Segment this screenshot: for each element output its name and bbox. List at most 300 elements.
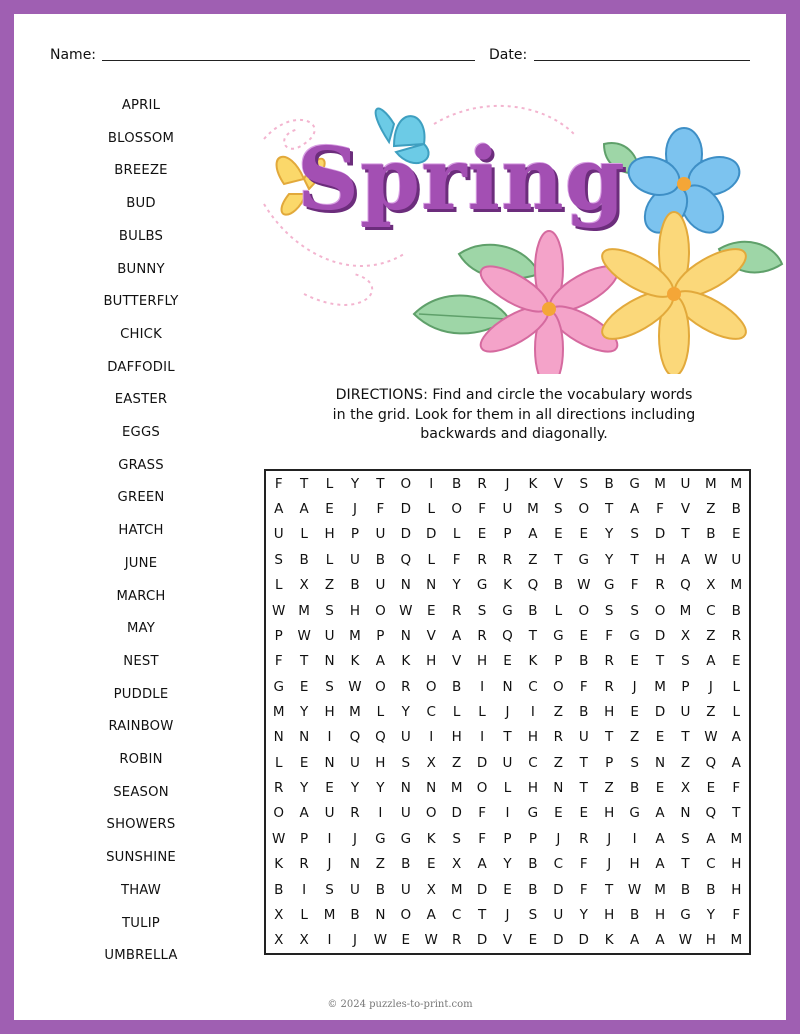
grid-cell[interactable]: B [452, 475, 462, 492]
grid-cell[interactable]: L [427, 501, 435, 518]
grid-cell[interactable]: T [605, 881, 614, 898]
grid-cell[interactable]: U [731, 551, 742, 568]
grid-cell[interactable]: J [505, 475, 510, 492]
grid-cell[interactable]: M [654, 475, 666, 492]
grid-cell[interactable]: Z [553, 754, 563, 771]
grid-cell[interactable]: I [480, 678, 485, 695]
grid-cell[interactable]: O [400, 906, 412, 923]
grid-cell[interactable]: I [632, 830, 637, 847]
grid-cell[interactable]: T [681, 526, 690, 543]
grid-cell[interactable]: X [426, 881, 436, 898]
grid-cell[interactable]: W [297, 627, 311, 644]
grid-cell[interactable]: L [300, 906, 308, 923]
grid-cell[interactable]: N [400, 780, 411, 797]
name-field-line[interactable] [102, 60, 475, 61]
grid-cell[interactable]: Y [503, 856, 512, 873]
grid-cell[interactable]: Z [706, 703, 716, 720]
grid-cell[interactable]: Q [349, 729, 361, 746]
grid-cell[interactable]: U [502, 754, 513, 771]
grid-cell[interactable]: O [273, 805, 285, 822]
grid-cell[interactable]: J [505, 703, 510, 720]
grid-cell[interactable]: A [655, 805, 665, 822]
grid-cell[interactable]: O [425, 678, 437, 695]
grid-cell[interactable]: E [630, 703, 639, 720]
grid-cell[interactable]: W [272, 602, 286, 619]
grid-cell[interactable]: Y [605, 551, 614, 568]
grid-cell[interactable]: W [399, 602, 413, 619]
grid-cell[interactable]: A [731, 729, 741, 746]
grid-cell[interactable]: N [400, 627, 411, 644]
grid-cell[interactable]: S [325, 678, 334, 695]
grid-cell[interactable]: A [706, 830, 716, 847]
grid-cell[interactable]: O [375, 602, 386, 619]
grid-cell[interactable]: U [680, 475, 691, 492]
grid-cell[interactable]: J [352, 501, 357, 518]
grid-cell[interactable]: M [679, 602, 692, 619]
grid-cell[interactable]: T [554, 551, 563, 568]
grid-cell[interactable]: A [299, 805, 309, 822]
grid-cell[interactable]: R [655, 577, 665, 594]
grid-cell[interactable]: T [630, 551, 639, 568]
grid-cell[interactable]: F [478, 805, 486, 822]
grid-cell[interactable]: U [273, 526, 284, 543]
grid-cell[interactable]: F [732, 906, 741, 923]
grid-cell[interactable]: I [378, 805, 383, 822]
grid-cell[interactable]: M [527, 501, 539, 518]
grid-cell[interactable]: C [426, 703, 436, 720]
grid-cell[interactable]: W [373, 932, 388, 949]
grid-cell[interactable]: N [502, 678, 513, 695]
grid-cell[interactable]: S [554, 501, 563, 518]
grid-cell[interactable]: T [681, 856, 690, 873]
grid-cell[interactable]: F [478, 830, 486, 847]
grid-cell[interactable]: S [477, 602, 487, 619]
grid-cell[interactable]: R [731, 627, 741, 644]
grid-cell[interactable]: B [579, 703, 589, 720]
grid-cell[interactable]: X [426, 754, 436, 771]
grid-cell[interactable]: H [324, 526, 335, 543]
grid-cell[interactable]: M [730, 830, 743, 847]
grid-cell[interactable]: E [325, 501, 334, 518]
grid-cell[interactable]: I [480, 729, 485, 746]
grid-cell[interactable]: B [274, 881, 284, 898]
grid-cell[interactable]: Z [706, 501, 716, 518]
grid-cell[interactable]: C [553, 856, 564, 873]
grid-cell[interactable]: P [300, 830, 309, 847]
grid-cell[interactable]: U [324, 627, 335, 644]
grid-cell[interactable]: H [476, 653, 488, 670]
grid-cell[interactable]: B [350, 577, 360, 594]
grid-cell[interactable]: B [401, 856, 411, 873]
grid-cell[interactable]: B [629, 906, 640, 923]
grid-cell[interactable]: W [704, 729, 718, 746]
grid-cell[interactable]: D [553, 932, 564, 949]
grid-cell[interactable]: Z [629, 729, 640, 746]
grid-cell[interactable]: H [527, 729, 538, 746]
grid-cell[interactable]: U [375, 577, 386, 594]
grid-cell[interactable]: X [299, 932, 309, 949]
grid-cell[interactable]: Z [528, 551, 538, 568]
grid-cell[interactable]: L [427, 551, 435, 568]
grid-cell[interactable]: T [376, 475, 385, 492]
grid-cell[interactable]: N [299, 729, 310, 746]
grid-cell[interactable]: G [502, 602, 513, 619]
grid-cell[interactable]: R [477, 475, 487, 492]
grid-cell[interactable]: I [327, 830, 332, 847]
grid-cell[interactable]: I [327, 729, 332, 746]
grid-cell[interactable]: G [273, 678, 284, 695]
grid-cell[interactable]: T [503, 729, 512, 746]
grid-cell[interactable]: B [706, 526, 716, 543]
grid-cell[interactable]: R [553, 729, 564, 746]
grid-cell[interactable]: M [730, 577, 743, 594]
grid-cell[interactable]: F [656, 501, 664, 518]
grid-cell[interactable]: B [579, 653, 589, 670]
grid-cell[interactable]: H [604, 906, 615, 923]
grid-cell[interactable]: R [350, 805, 360, 822]
grid-cell[interactable]: H [654, 906, 666, 923]
grid-cell[interactable]: K [604, 932, 614, 949]
grid-cell[interactable]: I [530, 703, 535, 720]
grid-cell[interactable]: Q [400, 551, 412, 568]
grid-cell[interactable]: W [272, 830, 286, 847]
grid-cell[interactable]: Q [705, 754, 717, 771]
grid-cell[interactable]: L [732, 678, 741, 695]
grid-cell[interactable]: F [376, 501, 385, 518]
grid-cell[interactable]: O [425, 805, 437, 822]
grid-cell[interactable]: B [350, 906, 360, 923]
grid-cell[interactable]: G [680, 906, 691, 923]
grid-cell[interactable]: Z [604, 780, 614, 797]
grid-cell[interactable]: D [400, 501, 411, 518]
grid-cell[interactable]: E [401, 932, 411, 949]
grid-cell[interactable]: E [477, 526, 487, 543]
grid-cell[interactable]: D [426, 526, 437, 543]
grid-cell[interactable]: K [503, 577, 512, 594]
grid-cell[interactable]: U [400, 881, 411, 898]
grid-cell[interactable]: T [579, 780, 588, 797]
grid-cell[interactable]: N [324, 653, 335, 670]
grid-cell[interactable]: X [680, 780, 691, 797]
grid-cell[interactable]: O [451, 501, 462, 518]
grid-cell[interactable]: G [629, 805, 640, 822]
grid-cell[interactable]: N [426, 780, 437, 797]
grid-cell[interactable]: E [503, 881, 512, 898]
grid-cell[interactable]: U [350, 551, 360, 568]
grid-cell[interactable]: R [451, 932, 462, 949]
grid-cell[interactable]: Y [706, 906, 715, 923]
grid-cell[interactable]: M [450, 881, 463, 898]
grid-cell[interactable]: H [426, 653, 437, 670]
grid-cell[interactable]: Y [299, 703, 309, 720]
grid-cell[interactable]: S [630, 526, 639, 543]
grid-cell[interactable]: U [400, 729, 411, 746]
grid-cell[interactable]: B [375, 551, 386, 568]
grid-cell[interactable]: B [731, 602, 741, 619]
grid-cell[interactable]: H [324, 703, 335, 720]
grid-cell[interactable]: P [350, 526, 360, 543]
grid-cell[interactable]: B [528, 856, 538, 873]
grid-cell[interactable]: X [274, 932, 284, 949]
grid-cell[interactable]: K [426, 830, 436, 847]
grid-cell[interactable]: Z [375, 856, 385, 873]
grid-cell[interactable]: E [299, 754, 309, 771]
grid-cell[interactable]: J [556, 830, 561, 847]
grid-cell[interactable]: U [553, 906, 564, 923]
grid-cell[interactable]: M [705, 475, 717, 492]
grid-cell[interactable]: P [274, 627, 283, 644]
grid-cell[interactable]: A [655, 932, 665, 949]
grid-cell[interactable]: C [528, 678, 538, 695]
grid-cell[interactable]: S [528, 906, 538, 923]
grid-cell[interactable]: B [299, 551, 309, 568]
grid-cell[interactable]: N [553, 780, 564, 797]
grid-cell[interactable]: A [629, 501, 640, 518]
grid-cell[interactable]: O [553, 678, 564, 695]
grid-cell[interactable]: J [327, 856, 332, 873]
grid-cell[interactable]: E [554, 805, 563, 822]
grid-cell[interactable]: H [731, 856, 742, 873]
grid-cell[interactable]: S [452, 830, 461, 847]
grid-cell[interactable]: A [731, 754, 741, 771]
grid-cell[interactable]: L [452, 526, 461, 543]
grid-cell[interactable]: A [452, 627, 462, 644]
grid-cell[interactable]: A [680, 551, 691, 568]
grid-cell[interactable]: O [476, 780, 488, 797]
grid-cell[interactable]: W [348, 678, 362, 695]
grid-cell[interactable]: A [706, 653, 716, 670]
grid-cell[interactable]: A [426, 906, 436, 923]
grid-cell[interactable]: L [325, 475, 334, 492]
grid-cell[interactable]: O [654, 602, 666, 619]
grid-cell[interactable]: W [678, 932, 693, 949]
grid-cell[interactable]: Z [324, 577, 335, 594]
grid-cell[interactable]: J [505, 906, 510, 923]
grid-cell[interactable]: A [629, 932, 640, 949]
grid-cell[interactable]: A [655, 830, 665, 847]
grid-cell[interactable]: V [452, 653, 462, 670]
grid-cell[interactable]: F [579, 678, 588, 695]
grid-cell[interactable]: E [579, 526, 589, 543]
grid-cell[interactable]: R [401, 678, 411, 695]
grid-cell[interactable]: E [706, 780, 716, 797]
grid-cell[interactable]: E [554, 526, 563, 543]
grid-cell[interactable]: M [730, 475, 743, 492]
grid-cell[interactable]: X [706, 577, 716, 594]
grid-cell[interactable]: V [502, 932, 513, 949]
grid-cell[interactable]: A [299, 501, 309, 518]
grid-cell[interactable]: U [502, 501, 513, 518]
grid-cell[interactable]: E [579, 805, 589, 822]
grid-cell[interactable]: I [302, 881, 307, 898]
grid-cell[interactable]: T [605, 501, 614, 518]
grid-cell[interactable]: C [451, 906, 462, 923]
grid-cell[interactable]: M [730, 932, 743, 949]
grid-cell[interactable]: O [578, 602, 590, 619]
grid-cell[interactable]: J [607, 830, 612, 847]
grid-cell[interactable]: G [400, 830, 412, 847]
grid-cell[interactable]: B [629, 780, 640, 797]
grid-cell[interactable]: F [630, 577, 639, 594]
grid-cell[interactable]: Q [502, 627, 513, 644]
grid-cell[interactable]: H [349, 602, 361, 619]
grid-cell[interactable]: N [654, 754, 666, 771]
grid-cell[interactable]: B [375, 881, 386, 898]
grid-cell[interactable]: Y [299, 780, 309, 797]
grid-cell[interactable]: P [605, 754, 614, 771]
grid-cell[interactable]: L [478, 703, 486, 720]
grid-cell[interactable]: B [528, 881, 538, 898]
grid-cell[interactable]: E [579, 627, 589, 644]
grid-cell[interactable]: Y [376, 780, 385, 797]
grid-cell[interactable]: Y [605, 526, 614, 543]
grid-cell[interactable]: N [426, 577, 437, 594]
grid-cell[interactable]: T [655, 653, 665, 670]
grid-cell[interactable]: J [352, 830, 357, 847]
grid-cell[interactable]: R [477, 627, 487, 644]
grid-cell[interactable]: S [681, 653, 690, 670]
grid-cell[interactable]: N [400, 577, 411, 594]
grid-cell[interactable]: N [375, 906, 386, 923]
grid-cell[interactable]: Q [375, 729, 386, 746]
grid-cell[interactable]: U [350, 881, 360, 898]
grid-cell[interactable]: W [627, 881, 642, 898]
grid-cell[interactable]: I [327, 932, 332, 949]
grid-cell[interactable]: F [579, 881, 588, 898]
grid-cell[interactable]: L [732, 703, 741, 720]
grid-cell[interactable]: H [527, 780, 538, 797]
grid-cell[interactable]: B [731, 501, 741, 518]
grid-cell[interactable]: E [655, 729, 665, 746]
grid-cell[interactable]: P [528, 830, 537, 847]
grid-cell[interactable]: F [274, 653, 283, 670]
grid-cell[interactable]: X [680, 627, 691, 644]
grid-cell[interactable]: R [299, 856, 309, 873]
grid-cell[interactable]: S [681, 830, 690, 847]
grid-cell[interactable]: H [654, 551, 666, 568]
grid-cell[interactable]: Q [705, 805, 717, 822]
date-field-line[interactable] [534, 60, 750, 61]
grid-cell[interactable]: U [578, 729, 589, 746]
grid-cell[interactable]: V [680, 501, 691, 518]
grid-cell[interactable]: T [477, 906, 487, 923]
grid-cell[interactable]: K [401, 653, 411, 670]
grid-cell[interactable]: E [325, 780, 334, 797]
grid-cell[interactable]: M [654, 678, 666, 695]
grid-cell[interactable]: H [705, 932, 716, 949]
grid-cell[interactable]: Z [680, 754, 691, 771]
grid-cell[interactable]: S [401, 754, 411, 771]
grid-cell[interactable]: V [426, 627, 436, 644]
grid-cell[interactable]: A [655, 856, 665, 873]
grid-cell[interactable]: S [604, 602, 614, 619]
grid-cell[interactable]: J [632, 678, 637, 695]
grid-cell[interactable]: B [528, 602, 538, 619]
grid-cell[interactable]: T [528, 627, 538, 644]
grid-cell[interactable]: R [579, 830, 589, 847]
grid-cell[interactable]: C [706, 856, 716, 873]
grid-cell[interactable]: I [505, 805, 510, 822]
grid-cell[interactable]: X [452, 856, 462, 873]
grid-cell[interactable]: Y [350, 780, 360, 797]
grid-cell[interactable]: N [349, 856, 361, 873]
grid-cell[interactable]: E [299, 678, 309, 695]
grid-cell[interactable]: I [429, 729, 434, 746]
grid-cell[interactable]: E [426, 602, 436, 619]
grid-cell[interactable]: U [680, 703, 691, 720]
grid-cell[interactable]: T [299, 475, 309, 492]
grid-cell[interactable]: D [476, 754, 488, 771]
grid-cell[interactable]: P [376, 627, 385, 644]
grid-cell[interactable]: J [708, 678, 713, 695]
grid-cell[interactable]: D [654, 526, 666, 543]
grid-cell[interactable]: H [731, 881, 742, 898]
grid-cell[interactable]: B [706, 881, 716, 898]
grid-cell[interactable]: S [274, 551, 283, 568]
grid-cell[interactable]: B [553, 577, 563, 594]
grid-cell[interactable]: L [274, 577, 283, 594]
grid-cell[interactable]: Q [527, 577, 539, 594]
grid-cell[interactable]: M [272, 703, 285, 720]
grid-cell[interactable]: C [706, 602, 716, 619]
grid-cell[interactable]: F [478, 501, 486, 518]
grid-cell[interactable]: L [325, 551, 334, 568]
grid-cell[interactable]: A [528, 526, 538, 543]
grid-cell[interactable]: E [630, 653, 639, 670]
grid-cell[interactable]: D [476, 881, 488, 898]
grid-cell[interactable]: M [654, 881, 666, 898]
grid-cell[interactable]: T [732, 805, 741, 822]
grid-cell[interactable]: G [629, 475, 640, 492]
grid-cell[interactable]: H [604, 703, 615, 720]
grid-cell[interactable]: F [732, 780, 741, 797]
grid-cell[interactable]: L [503, 780, 512, 797]
grid-cell[interactable]: R [502, 551, 513, 568]
grid-cell[interactable]: R [604, 653, 614, 670]
grid-cell[interactable]: O [578, 501, 590, 518]
grid-cell[interactable]: E [503, 653, 512, 670]
grid-cell[interactable]: L [300, 526, 308, 543]
grid-cell[interactable]: D [451, 805, 462, 822]
grid-cell[interactable]: Z [706, 627, 716, 644]
grid-cell[interactable]: Y [452, 577, 461, 594]
grid-cell[interactable]: L [554, 602, 563, 619]
grid-cell[interactable]: A [477, 856, 487, 873]
grid-cell[interactable]: A [375, 653, 385, 670]
grid-cell[interactable]: Y [579, 906, 588, 923]
grid-cell[interactable]: O [400, 475, 412, 492]
grid-cell[interactable]: F [605, 627, 614, 644]
grid-cell[interactable]: V [553, 475, 563, 492]
grid-cell[interactable]: E [528, 932, 538, 949]
grid-cell[interactable]: U [324, 805, 335, 822]
grid-cell[interactable]: I [429, 475, 434, 492]
grid-cell[interactable]: P [681, 678, 690, 695]
grid-cell[interactable]: T [299, 653, 309, 670]
grid-cell[interactable]: B [604, 475, 614, 492]
grid-cell[interactable]: M [323, 906, 336, 923]
grid-cell[interactable]: D [553, 881, 564, 898]
grid-cell[interactable]: M [349, 703, 361, 720]
grid-cell[interactable]: N [324, 754, 335, 771]
grid-cell[interactable]: P [503, 526, 512, 543]
grid-cell[interactable]: B [452, 678, 462, 695]
grid-cell[interactable]: Z [553, 703, 563, 720]
grid-cell[interactable]: S [325, 881, 334, 898]
grid-cell[interactable]: S [630, 602, 639, 619]
word-search-grid[interactable] [264, 469, 751, 955]
grid-cell[interactable]: M [298, 602, 310, 619]
